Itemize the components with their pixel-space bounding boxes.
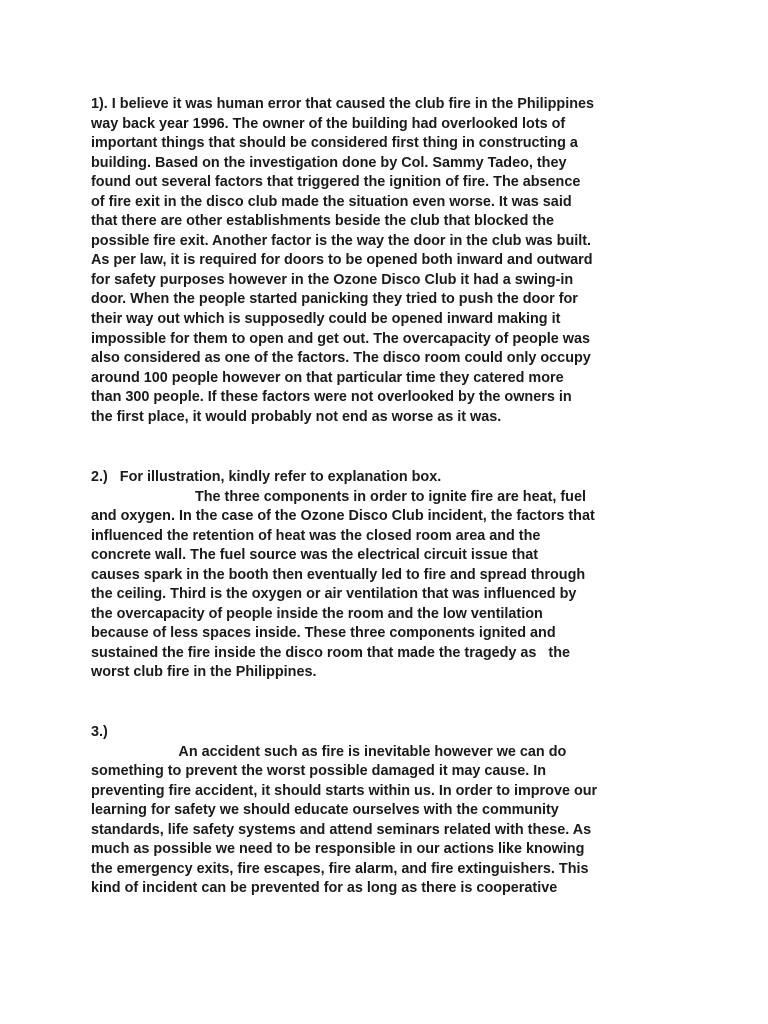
section-2-line: sustained the fire inside the disco room that made the tragedy as the bbox=[91, 645, 570, 661]
section-2-line: 2.) For illustration, kindly refer to explanation box. bbox=[91, 469, 442, 485]
section-1-line: their way out which is supposedly could be opened inward making it bbox=[91, 311, 561, 327]
section-2-line: causes spark in the booth then eventually led to fire and spread through bbox=[91, 567, 586, 583]
section-3-line: preventing fire accident, it should starts within us. In order to improve our bbox=[91, 783, 598, 799]
section-2-line: the overcapacity of people inside the room and the low ventilation bbox=[91, 606, 543, 622]
section-2-line: The three components in order to ignite fire are heat, fuel bbox=[91, 489, 586, 505]
section-3-line: something to prevent the worst possible damaged it may cause. In bbox=[91, 763, 547, 779]
section-1-line: for safety purposes however in the Ozone Disco Club it had a swing-in bbox=[91, 272, 574, 288]
section-1-line: the first place, it would probably not end as worse as it was. bbox=[91, 409, 502, 425]
section-1-line: around 100 people however on that particular time they catered more bbox=[91, 370, 564, 386]
section-1-line: As per law, it is required for doors to be opened both inward and outward bbox=[91, 252, 593, 268]
section-1-line: way back year 1996. The owner of the building had overlooked lots of bbox=[91, 116, 566, 132]
section-1-line: door. When the people started panicking they tried to push the door for bbox=[91, 291, 578, 307]
section-2-line: concrete wall. The fuel source was the electrical circuit issue that bbox=[91, 547, 539, 563]
section-1-line: possible fire exit. Another factor is the way the door in the club was built. bbox=[91, 233, 592, 249]
section-3-line: An accident such as fire is inevitable however we can do bbox=[91, 744, 567, 760]
section-3-line: 3.) bbox=[91, 724, 108, 740]
section-1-line: building. Based on the investigation done by Col. Sammy Tadeo, they bbox=[91, 155, 567, 171]
section-2-line: because of less spaces inside. These three components ignited and bbox=[91, 625, 556, 641]
section-3-line: kind of incident can be prevented for as long as there is cooperative bbox=[91, 880, 558, 896]
section-2-line: the ceiling. Third is the oxygen or air ventilation that was influenced by bbox=[91, 586, 577, 602]
section-1-line: 1). I believe it was human error that caused the club fire in the Philippines bbox=[91, 96, 594, 112]
section-3-line: standards, life safety systems and attend seminars related with these. As bbox=[91, 822, 592, 838]
section-3-line: learning for safety we should educate ourselves with the community bbox=[91, 802, 559, 818]
section-3-line: the emergency exits, fire escapes, fire alarm, and fire extinguishers. This bbox=[91, 861, 589, 877]
section-1-line: impossible for them to open and get out. The overcapacity of people was bbox=[91, 331, 590, 347]
section-3-line: much as possible we need to be responsible in our actions like knowing bbox=[91, 841, 585, 857]
section-1-line: found out several factors that triggered the ignition of fire. The absence bbox=[91, 174, 581, 190]
section-1-line: important things that should be considered first thing in constructing a bbox=[91, 135, 578, 151]
section-2-line: and oxygen. In the case of the Ozone Disco Club incident, the factors that bbox=[91, 508, 595, 524]
section-1-line: that there are other establishments beside the club that blocked the bbox=[91, 213, 555, 229]
section-1-line: also considered as one of the factors. The disco room could only occupy bbox=[91, 350, 591, 366]
section-1-line: of fire exit in the disco club made the situation even worse. It was said bbox=[91, 194, 572, 210]
section-1-line: than 300 people. If these factors were not overlooked by the owners in bbox=[91, 389, 572, 405]
section-2-line: influenced the retention of heat was the closed room area and the bbox=[91, 528, 541, 544]
section-2-line: worst club fire in the Philippines. bbox=[91, 664, 317, 680]
